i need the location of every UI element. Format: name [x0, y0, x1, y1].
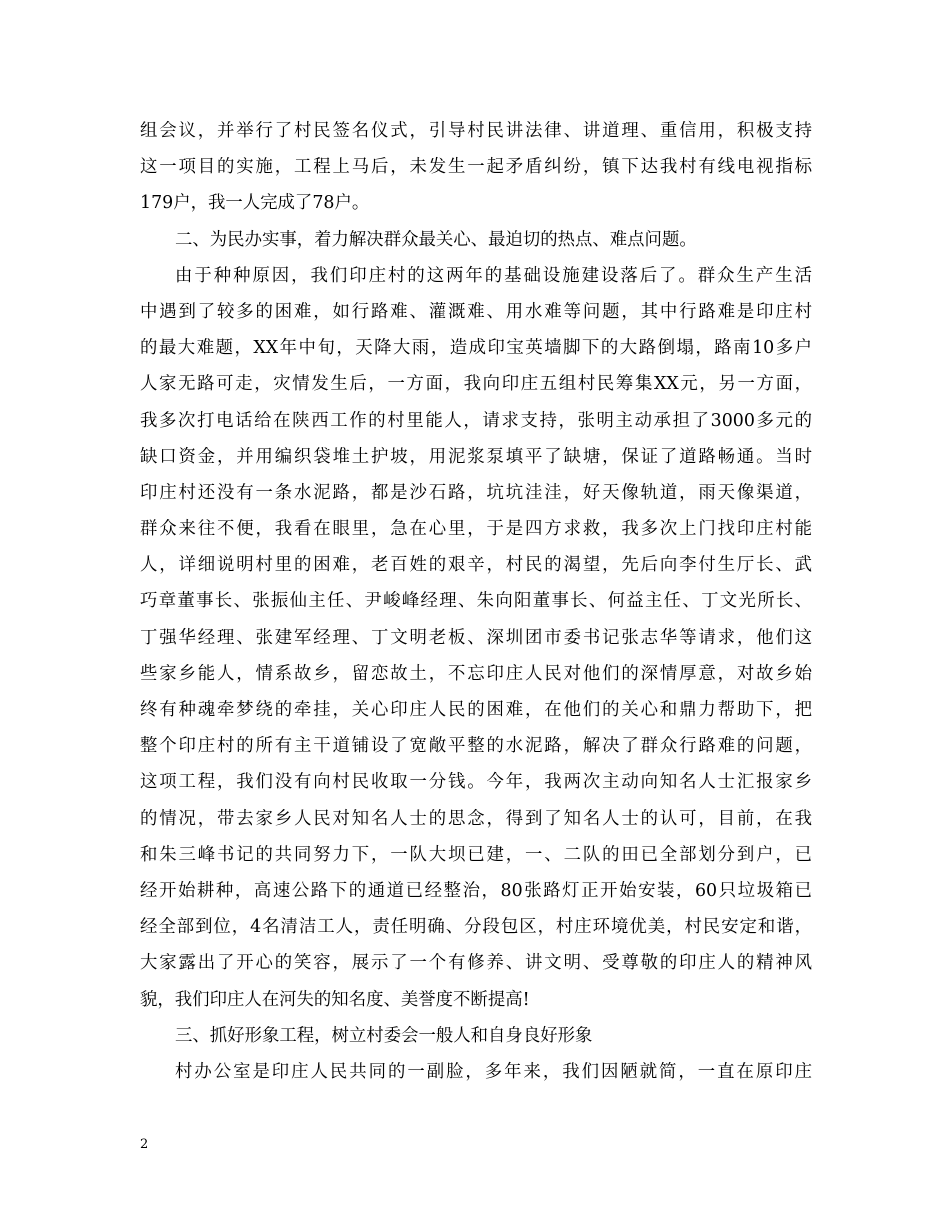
text-line: 我多次打电话给在陕西工作的村里能人，请求支持，张明主动承担了3000多元的 — [140, 410, 812, 431]
text-line: 村办公室是印庄人民共同的一副脸，多年来，我们因陋就简，一直在原印庄 — [175, 1061, 812, 1082]
text-line: 貌，我们印庄人在河失的知名度、美誉度不断提高! — [140, 989, 530, 1010]
text-line: 的情况，带去家乡人民对知名人士的思念，得到了知名人士的认可，目前，在我 — [140, 808, 812, 829]
text-line: 缺口资金，并用编织袋堆土护坡，用泥浆泵填平了缺塘，保证了道路畅通。当时 — [140, 446, 812, 467]
page-number: 2 — [140, 1137, 149, 1152]
text-line: 些家乡能人，情系故乡，留恋故土，不忘印庄人民对他们的深情厚意，对故乡始 — [140, 663, 812, 684]
text-line: 巧章董事长、张振仙主任、尹峻峰经理、朱向阳董事长、何益主任、丁文光所长、 — [140, 591, 812, 612]
text-line: 整个印庄村的所有主干道铺设了宽敞平整的水泥路，解决了群众行路难的问题， — [140, 736, 812, 757]
text-line: 群众来往不便，我看在眼里，急在心里，于是四方求救，我多次上门找印庄村能 — [140, 519, 812, 540]
document-body — [140, 113, 812, 1090]
text-line: 的最大难题，XX年中旬，天降大雨，造成印宝英墙脚下的大路倒塌，路南10多户 — [140, 338, 812, 359]
text-line: 二、为民办实事，着力解决群众最关心、最迫切的热点、难点问题。 — [175, 229, 697, 250]
text-line: 丁强华经理、张建军经理、丁文明老板、深圳团市委书记张志华等请求，他们这 — [140, 627, 812, 648]
text-line: 这一项目的实施，工程上马后，未发生一起矛盾纠纷，镇下达我村有线电视指标 — [140, 157, 812, 178]
text-line: 经开始耕种，高速公路下的通道已经整治，80张路灯正开始安装，60只垃圾箱已 — [140, 880, 812, 901]
text-line: 中遇到了较多的困难，如行路难、灌溉难、用水难等问题，其中行路难是印庄村 — [140, 301, 812, 322]
text-line: 印庄村还没有一条水泥路，都是沙石路，坑坑洼洼，好天像轨道，雨天像渠道， — [140, 482, 812, 503]
text-line: 经全部到位，4名清洁工人，责任明确、分段包区，村庄环境优美，村民安定和谐， — [140, 917, 812, 938]
text-line: 人家无路可走，灾情发生后，一方面，我向印庄五组村民筹集XX元，另一方面， — [140, 374, 812, 395]
text-line: 由于种种原因，我们印庄村的这两年的基础设施建设落后了。群众生产生活 — [175, 265, 812, 286]
text-line: 终有种魂牵梦绕的牵挂，关心印庄人民的困难，在他们的关心和鼎力帮助下，把 — [140, 700, 812, 720]
text-line: 179户，我一人完成了78户。 — [140, 193, 370, 214]
text-line: 三、抓好形象工程，树立村委会一般人和自身良好形象 — [175, 1025, 593, 1046]
text-line: 这项工程，我们没有向村民收取一分钱。今年，我两次主动向知名人士汇报家乡 — [140, 772, 812, 793]
text-line: 人，详细说明村里的困难，老百姓的艰辛，村民的渴望，先后向李付生厅长、武 — [140, 555, 812, 576]
text-line: 大家露出了开心的笑容，展示了一个有修养、讲文明、受尊敬的印庄人的精神风 — [140, 953, 812, 974]
text-line: 组会议，并举行了村民签名仪式，引导村民讲法律、讲道理、重信用，积极支持 — [140, 121, 812, 141]
text-line: 和朱三峰书记的共同努力下，一队大坝已建，一、二队的田已全部划分到户，已 — [140, 844, 812, 865]
